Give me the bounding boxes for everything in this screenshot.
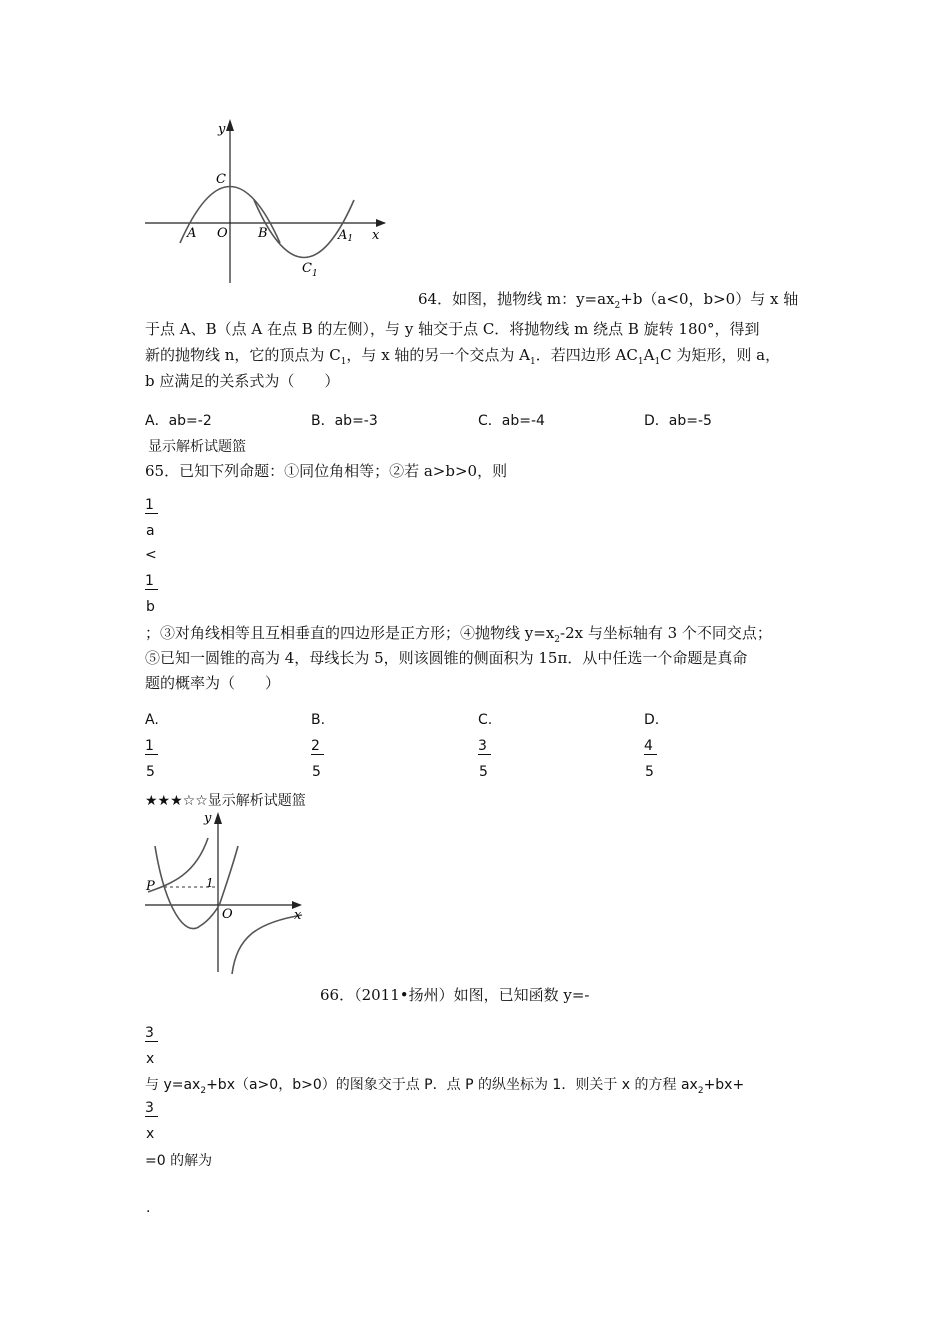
q66-frac2-numerator: 3 — [145, 1100, 158, 1117]
q66-line2: 与 $y=ax_2+bx(a>0$，b>0）的图象交于点 P．点 P 的纵坐标为 1．则关于 x 的方程 $ax_2+bx+$ — [145, 1077, 745, 1096]
q65-show-analysis-link[interactable]: 显示解析试题篮 — [207, 793, 306, 809]
q66-figure — [140, 808, 315, 978]
q65-frac1-numerator: 1 — [145, 497, 158, 514]
q66-frac1-numerator: 3 — [145, 1025, 158, 1042]
label-C1: $C_1$ — [302, 261, 318, 279]
q65-frac2-numerator: 1 — [145, 573, 158, 590]
q66-line1: 66．（2011•扬州）如图，已知函数 y=- — [320, 986, 590, 1004]
q66-line3: =0 的解为 — [145, 1153, 213, 1169]
q64-option-c[interactable]: C．ab=-4 — [478, 413, 545, 429]
q65-option-c-numerator: 3 — [478, 738, 491, 755]
label-B: B — [258, 226, 268, 241]
q64-line4: b 应满足的关系式为（ ） — [145, 372, 340, 390]
q65-option-a-numerator: 1 — [145, 738, 158, 755]
label-one: 1 — [206, 876, 214, 890]
q66-trailing-dot: . — [146, 1200, 151, 1216]
q65-option-b-numerator: 2 — [311, 738, 324, 755]
q65-option-c-denominator: 5 — [479, 764, 488, 780]
label-O: O — [217, 226, 228, 241]
q64-line2: 于点 A、B（点 A 在点 B 的左侧），与 y 轴交于点 C．将抛物线 m 绕点 B 旋转 180°，得到 — [145, 320, 760, 338]
label-x: x — [372, 228, 380, 243]
label-y: y — [204, 811, 212, 826]
q65-frac2-denominator: b — [146, 599, 155, 615]
q65-option-a-denominator: 5 — [146, 764, 155, 780]
q64-figure — [140, 115, 400, 290]
q64-line3: 新的抛物线 n，它的顶点为 $C_1$，与 x 轴的另一个交点为 $A_1$．若四边形 $AC_1A_1C$ 为矩形，则 a， — [145, 346, 781, 367]
q65-line2: ；③对角线相等且互相垂直的四边形是正方形；④抛物线 $y=x_2-2x$ 与坐标轴有 3 个不同交点； — [145, 624, 772, 645]
q65-less-than: < — [145, 547, 157, 563]
q65-option-c-label[interactable]: C. — [478, 712, 493, 728]
q65-option-d-label[interactable]: D. — [644, 712, 660, 728]
q66-frac2-denominator: x — [146, 1126, 155, 1142]
label-P: P — [146, 879, 155, 894]
q64-line1: 64．如图，抛物线 m：$y=ax_2+b(a<0$，b>0）与 x 轴 — [418, 290, 799, 311]
label-O: O — [222, 907, 233, 922]
label-x: x — [294, 908, 302, 923]
q65-option-b-label[interactable]: B. — [311, 712, 326, 728]
q64-option-d[interactable]: D．ab=-5 — [644, 413, 712, 429]
q65-option-d-denominator: 5 — [645, 764, 654, 780]
q64-option-b[interactable]: B．ab=-3 — [311, 413, 378, 429]
label-A: A — [187, 226, 197, 241]
q65-line4: 题的概率为（ ） — [145, 674, 281, 692]
q65-frac1-denominator: a — [146, 523, 155, 539]
q64-show-analysis-link[interactable]: 显示解析试题篮 — [148, 439, 246, 455]
label-C: C — [216, 172, 226, 187]
q64-option-a[interactable]: A．ab=-2 — [145, 413, 212, 429]
q66-frac1-denominator: x — [146, 1051, 155, 1067]
q65-line1: 65．已知下列命题：①同位角相等；②若 a>b>0，则 — [145, 462, 508, 480]
q65-option-a-label[interactable]: A. — [145, 712, 159, 728]
q65-option-d-numerator: 4 — [644, 738, 657, 755]
q65-option-b-denominator: 5 — [312, 764, 321, 780]
q65-line3: ⑤已知一圆锥的高为 4，母线长为 5，则该圆锥的侧面积为 15π．从中任选一个命题是真命 — [145, 649, 748, 667]
label-y: y — [218, 122, 226, 137]
label-A1: A1 — [338, 228, 354, 244]
q65-difficulty-stars: ★★★☆☆ — [145, 793, 208, 809]
q65-rating-and-link — [145, 790, 306, 810]
